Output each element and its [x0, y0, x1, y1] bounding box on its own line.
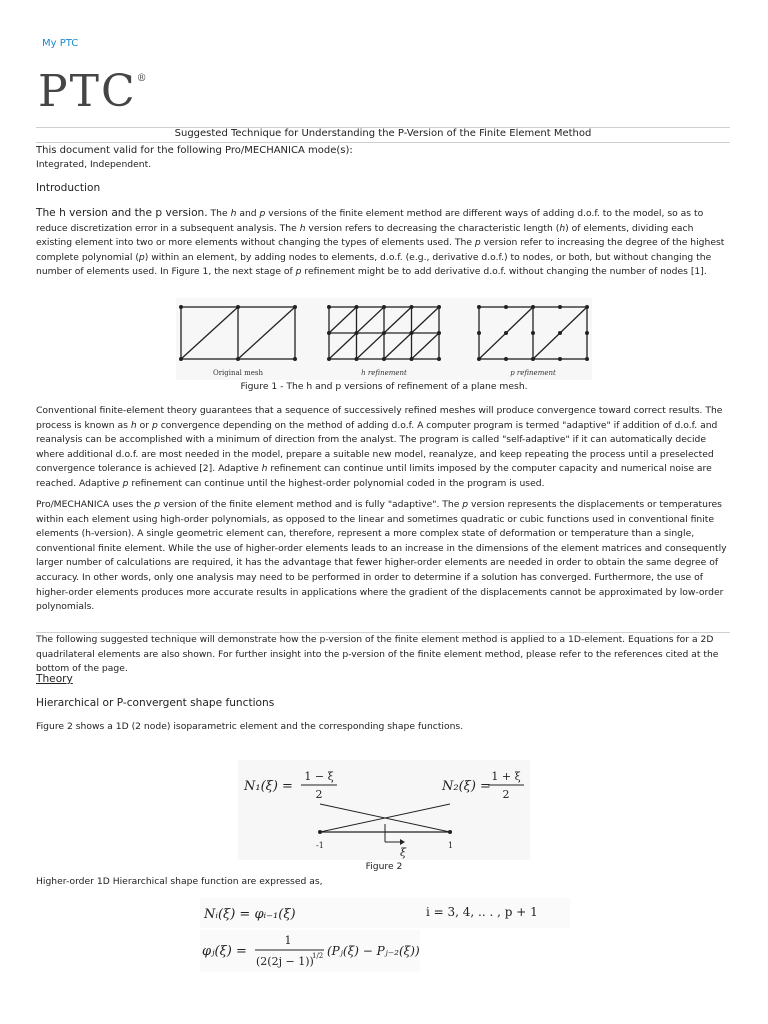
label-h-refinement: h refinement: [361, 369, 407, 377]
xi-axis-label: ξ: [400, 846, 407, 859]
paragraph-higher-order: Higher-order 1D Hierarchical shape function are expressed as,: [36, 876, 323, 887]
valid-for-value: Integrated, Independent.: [36, 159, 152, 170]
registered-mark: ®: [136, 73, 147, 84]
label-original-mesh: Original mesh: [212, 369, 264, 377]
valid-for-heading: This document valid for the following Pro/MECHANICA mode(s):: [36, 145, 353, 156]
ptc-logo: [38, 66, 147, 117]
figure-2-caption: Figure 2: [365, 861, 403, 872]
eq2-exponent: 1/2: [312, 952, 324, 960]
hierarchical-heading: Hierarchical or P-convergent shape functions: [36, 697, 275, 709]
eq2-lhs: φⱼ(ξ) =: [202, 944, 247, 959]
eq1-lhs: Nᵢ(ξ) = φᵢ₋₁(ξ): [204, 907, 296, 922]
right-node-label: 1: [448, 841, 454, 850]
n2-lhs: N₂(ξ) =: [442, 779, 491, 794]
figure-1-caption: Figure 1 - The h and p versions of refinement of a plane mesh.: [240, 381, 528, 392]
theory-heading: Theory: [36, 673, 73, 685]
eq1-range: i = 3, 4, .. . , p + 1: [426, 905, 538, 919]
n2-denominator: 2: [502, 788, 510, 801]
paragraph-technique-intro: The following suggested technique will demonstrate how the p-version of the finite element method is applied to a 1D-element. Equations for a 2D quadrilateral elements are also shown. For further insight into the p-version of the finite element method, please refer to the references cited at the bottom of the page.: [36, 634, 719, 675]
figure-1-mesh: [176, 298, 592, 380]
paragraph-pro-mechanica: Pro/MECHANICA uses the p version of the finite element method and is fully "adaptive". The p version represents the displacements or temperatures within each element using high-order polynomials, as opposed to the linear and sometimes quadratic or cubic functions used in conventional finite elements (h-version). A single geometric element can, therefore, represent a more complex state of deformation or temperature than a single, conventional finite element. While the use of higher-order elements leads to an increase in the dimensions of the element matrices and consequently larger number of calculations are required, it has the advantage that fewer higher-order elements are needed in order to obtain the same degree of accuracy. In other words, only one analysis may need to be performed in order to determine if a solution has converged. Furthermore, the use of higher-order elements produces more accurate results in applications where the gradient of the displacements cannot be approximated by low-order polynomials.: [36, 499, 727, 613]
paragraph-convergence: Conventional finite-element theory guarantees that a sequence of successively refined meshes will produce convergence toward correct results. The process is known as h or p convergence depending on the method of adding d.o.f. A computer program is termed "adaptive" if addition of d.o.f. and reanalysis can be accomplished with a minimum of direction from the analyst. The program is called "self-adaptive" if it can automatically decide where additional d.o.f. are most needed in the model, prepare a suitable new model, reanalyze, and keep repeating the process until a preselected convergence tolerance is achieved [2]. Adaptive h refinement can continue until limits imposed by the computer capacity and numerical noise are reached. Adaptive p refinement can continue until the highest-order polynomial coded in the program is used.: [36, 405, 723, 489]
left-node-label: -1: [316, 841, 324, 850]
label-p-refinement: p refinement: [510, 369, 556, 377]
logo-text: PTC: [38, 66, 137, 117]
n2-numerator: 1 + ξ: [491, 770, 521, 783]
paragraph-h-p-version: The h version and the p version. The h and p versions of the finite element method are different ways of adding d.o.f. to the model, so as to reduce discretization error in a subsequent analysis. The h version refers to decreasing the characteristic length (h) of elements, dividing each existing element into two or more elements without changing the types of elements used. The p version refer to increasing the degree of the highest complete polynomial (p) within an element, by adding nodes to elements, d.o.f. (e.g., derivative d.o.f.) to nodes, or both, but without changing the number of elements used. In Figure 1, the next stage of p refinement might be to add derivative d.o.f. without changing the number of nodes [1].: [36, 207, 725, 278]
equation-1: [200, 898, 570, 928]
introduction-heading: Introduction: [36, 182, 101, 194]
n1-denominator: 2: [315, 788, 323, 801]
paragraph-figure-2-intro: Figure 2 shows a 1D (2 node) isoparametric element and the corresponding shape functions.: [36, 721, 464, 732]
document-title: Suggested Technique for Understanding the P-Version of the Finite Element Method: [174, 128, 592, 139]
eq2-denominator: (2(2j − 1)): [256, 955, 314, 968]
my-ptc-link[interactable]: My PTC: [42, 38, 79, 49]
equation-2: [200, 930, 420, 972]
eq2-rhs: (Pⱼ(ξ) − Pⱼ₋₂(ξ)): [327, 944, 420, 958]
title-rule-bottom: [36, 142, 730, 143]
figure-2-shape-functions: [238, 760, 530, 860]
n1-lhs: N₁(ξ) =: [244, 779, 293, 794]
n1-numerator: 1 − ξ: [304, 770, 334, 783]
eq2-numerator: 1: [284, 934, 292, 947]
